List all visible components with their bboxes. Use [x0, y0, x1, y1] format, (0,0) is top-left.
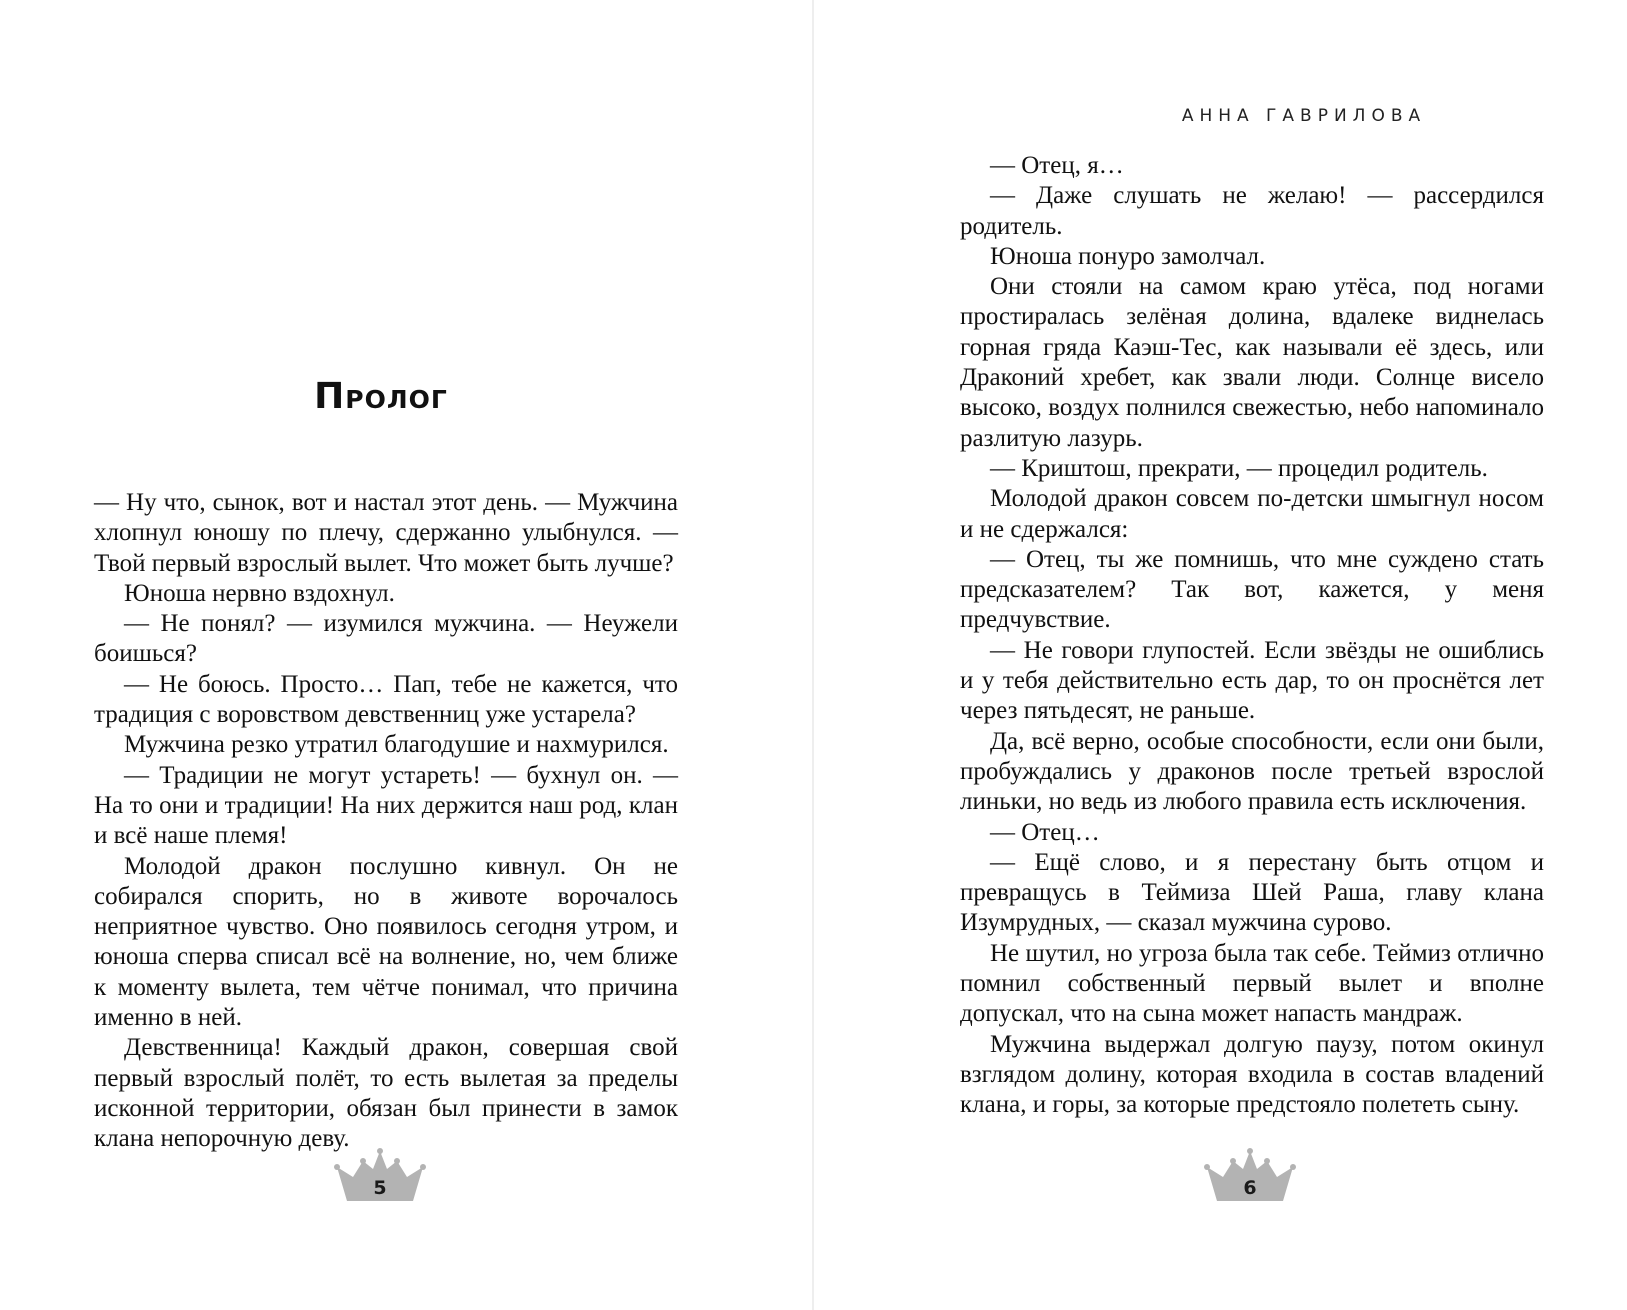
paragraph: Юноша нервно вздохнул.: [124, 579, 395, 607]
paragraph: Молодой дракон послушно кивнул. Он не собирался спорить, но в животе ворочалось неприятное чувство. Оно появилось сегодня утром, и юноша сперва списал всё на волнение, но, чем ближе к моменту вылета, тем чётче понимал, что причина именно в ней.: [94, 852, 678, 1032]
paragraph: — Отец…: [990, 818, 1100, 846]
right-page-text: [960, 151, 1544, 1121]
paragraph: Не шутил, но угроза была так себе. Теймиз отлично помнил собственный первый вылет и вполне допускал, что на сына может напасть мандраж.: [960, 939, 1544, 1028]
right-page: [814, 0, 1627, 1310]
paragraph: Молодой дракон совсем по-детски шмыгнул носом и не сдержался:: [960, 485, 1544, 543]
paragraph: Да, всё верно, особые способности, если они были, пробуждались у драконов после третьей взрослой линьки, но ведь из любого правила есть исключения.: [960, 727, 1544, 816]
paragraph: — Ещё слово, и я перестану быть отцом и превращусь в Теймиза Шей Раша, главу клана Изумрудных, — сказал мужчина сурово.: [960, 848, 1544, 937]
chapter-title: Пролог: [314, 376, 448, 417]
page-number-ornament: [333, 1147, 427, 1203]
paragraph: — Отец, ты же помнишь, что мне суждено стать предсказателем? Так вот, кажется, у меня предчувствие.: [960, 545, 1544, 634]
paragraph: — Традиции не могут устареть! — бухнул он. — На то они и традиции! На них держится наш род, клан и всё наше племя!: [94, 761, 678, 850]
running-header-author: АННА ГАВРИЛОВА: [1181, 106, 1427, 126]
left-page-text: [94, 488, 678, 1155]
paragraph: Девственница! Каждый дракон, совершая свой первый взрослый полёт, то есть вылетая за пределы исконной территории, обязан был принести в замок клана непорочную деву.: [94, 1034, 678, 1153]
paragraph: — Не боюсь. Просто… Пап, тебе не кажется, что традиция с воровством девственниц уже устарела?: [94, 670, 678, 729]
paragraph: — Ну что, сынок, вот и настал этот день. — Мужчина хлопнул юношу по плечу, сдержанно улыбнулся. — Твой первый взрослый вылет. Что может быть лучше?: [94, 489, 678, 577]
paragraph: Мужчина резко утратил благодушие и нахмурился.: [124, 731, 669, 759]
paragraph: — Криштош, прекрати, — процедил родитель.: [990, 454, 1488, 482]
paragraph: — Отец, я…: [990, 152, 1124, 179]
paragraph: Юноша понуро замолчал.: [990, 242, 1266, 270]
page-number-ornament: [1203, 1147, 1297, 1203]
paragraph: — Даже слушать не желаю! — рассердился родитель.: [960, 182, 1544, 240]
page-number: 5: [373, 1177, 387, 1199]
page-number: 6: [1243, 1177, 1257, 1199]
paragraph: Мужчина выдержал долгую паузу, потом окинул взглядом долину, которая входила в состав владений клана, и горы, за которые предстояло полететь сыну.: [960, 1030, 1544, 1119]
paragraph: — Не говори глупостей. Если звёзды не ошиблись и у тебя действительно есть дар, то он проснётся лет через пятьдесят, не раньше.: [960, 636, 1544, 725]
paragraph: — Не понял? — изумился мужчина. — Неужели боишься?: [94, 610, 678, 668]
paragraph: Они стояли на самом краю утёса, под ногами простиралась зелёная долина, вдалеке виднелась горная гряда Каэш-Тес, как называли её здесь, или Драконий хребет, как звали люди. Солнце висело высоко, воздух полнился свежестью, небо напоминало разлитую лазурь.: [960, 273, 1544, 452]
left-page: [0, 0, 812, 1310]
